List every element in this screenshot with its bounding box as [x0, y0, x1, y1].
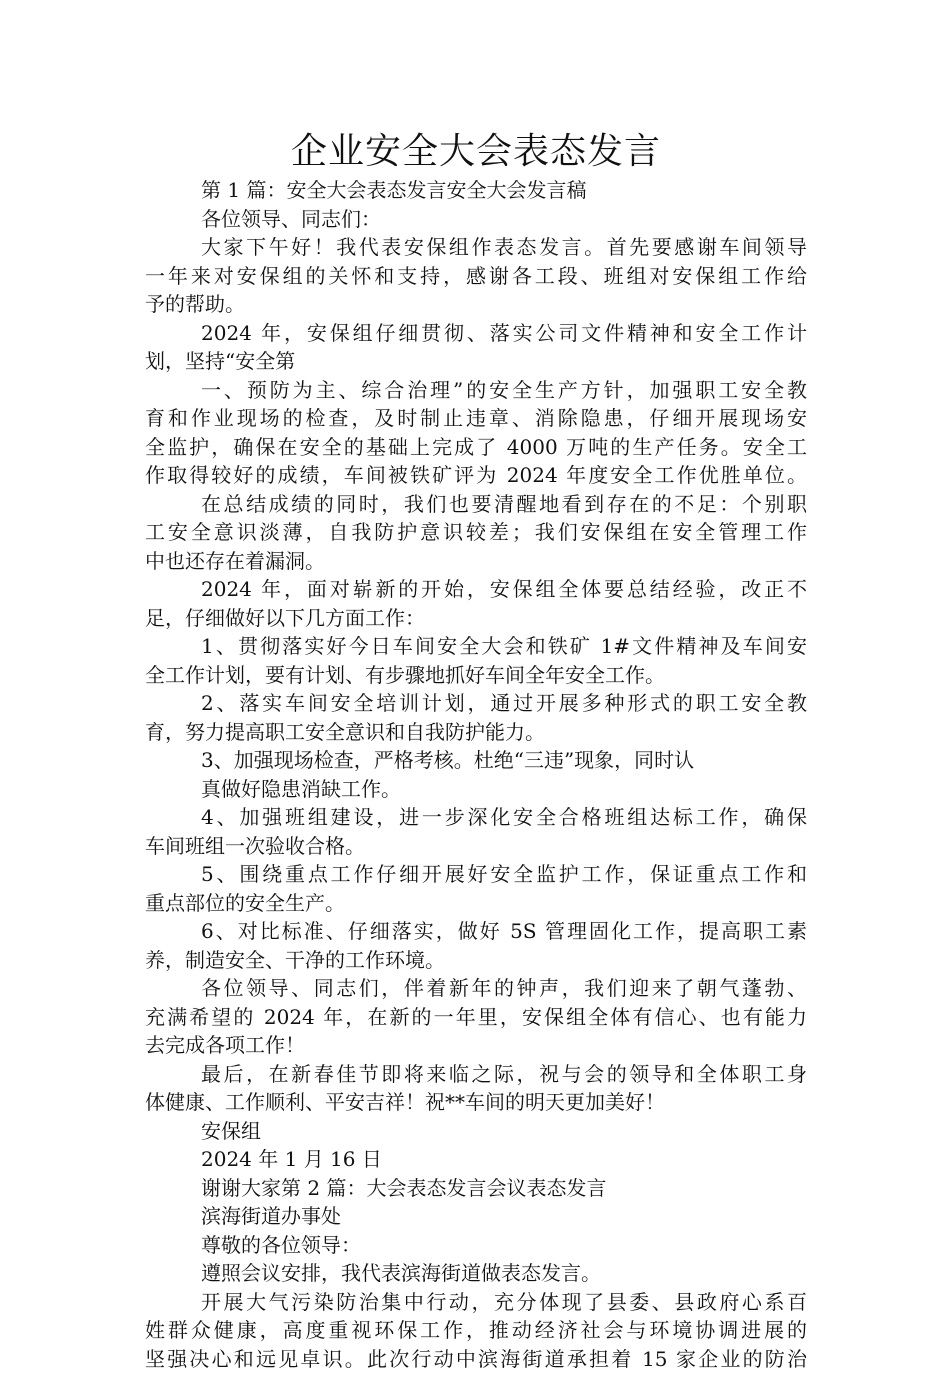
paragraph-line: 2024 年，面对崭新的开始，安保组全体要总结经验，改正不 — [145, 575, 807, 604]
signature-org: 安保组 — [145, 1117, 807, 1146]
paragraph-line: 一、预防为主、综合治理”的安全生产方针，加强职工安全教 — [145, 376, 807, 405]
list-item-line: 车间班组一次验收合格。 — [145, 832, 807, 861]
paragraph-line: 工安全意识淡薄，自我防护意识较差；我们安保组在安全管理工作 — [145, 518, 807, 547]
section-heading-1: 第 1 篇：安全大会表态发言安全大会发言稿 — [145, 176, 807, 205]
document-title: 企业安全大会表态发言 — [145, 128, 807, 176]
list-item-line: 2、落实车间安全培训计划，通过开展多种形式的职工安全教 — [145, 689, 807, 718]
salutation: 尊敬的各位领导： — [145, 1231, 807, 1260]
paragraph-line: 育和作业现场的检查，及时制止违章、消除隐患，仔细开展现场安 — [145, 404, 807, 433]
salutation: 各位领导、同志们： — [145, 205, 807, 234]
paragraph-line: 体健康、工作顺利、平安吉祥！祝**车间的明天更加美好！ — [145, 1088, 807, 1117]
list-item-line: 4、加强班组建设，进一步深化安全合格班组达标工作，确保 — [145, 803, 807, 832]
list-item-line: 全工作计划，要有计划、有步骤地抓好车间全年安全工作。 — [145, 661, 807, 690]
document-page — [145, 128, 807, 1373]
paragraph-line: 去完成各项工作！ — [145, 1031, 807, 1060]
list-item-line: 1、贯彻落实好今日车间安全大会和铁矿 1#文件精神及车间安 — [145, 632, 807, 661]
list-item-line: 重点部位的安全生产。 — [145, 889, 807, 918]
paragraph-line: 遵照会议安排，我代表滨海街道做表态发言。 — [145, 1259, 807, 1288]
paragraph-line: 在总结成绩的同时，我们也要清醒地看到存在的不足：个别职 — [145, 490, 807, 519]
paragraph-line: 充满希望的 2024 年，在新的一年里，安保组全体有信心、也有能力 — [145, 1003, 807, 1032]
paragraph-line: 足，仔细做好以下几方面工作： — [145, 604, 807, 633]
paragraph-line: 大家下午好！我代表安保组作表态发言。首先要感谢车间领导 — [145, 233, 807, 262]
paragraph-line: 一年来对安保组的关怀和支持，感谢各工段、班组对安保组工作给 — [145, 262, 807, 291]
list-item-line: 5、围绕重点工作仔细开展好安全监护工作，保证重点工作和 — [145, 860, 807, 889]
list-item-line: 养，制造安全、干净的工作环境。 — [145, 946, 807, 975]
list-item-line: 真做好隐患消缺工作。 — [145, 775, 807, 804]
speaker-org: 滨海街道办事处 — [145, 1202, 807, 1231]
list-item-line: 育，努力提高职工安全意识和自我防护能力。 — [145, 718, 807, 747]
paragraph-line: 坚强决心和远见卓识。此次行动中滨海街道承担着 15 家企业的防治 — [145, 1345, 807, 1373]
section-heading-2: 谢谢大家第 2 篇：大会表态发言会议表态发言 — [145, 1174, 807, 1203]
paragraph-line: 各位领导、同志们，伴着新年的钟声，我们迎来了朝气蓬勃、 — [145, 974, 807, 1003]
paragraph-line: 作取得较好的成绩，车间被铁矿评为 2024 年度安全工作优胜单位。 — [145, 461, 807, 490]
paragraph-line: 姓群众健康，高度重视环保工作，推动经济社会与环境协调进展的 — [145, 1316, 807, 1345]
list-item-line: 3、加强现场检查，严格考核。杜绝“三违”现象，同时认 — [145, 746, 807, 775]
list-item-line: 6、对比标准、仔细落实，做好 5S 管理固化工作，提高职工素 — [145, 917, 807, 946]
paragraph-line: 予的帮助。 — [145, 290, 807, 319]
paragraph-line: 中也还存在着漏洞。 — [145, 547, 807, 576]
signature-date: 2024 年 1 月 16 日 — [145, 1145, 807, 1174]
paragraph-line: 全监护，确保在安全的基础上完成了 4000 万吨的生产任务。安全工 — [145, 433, 807, 462]
paragraph-line: 开展大气污染防治集中行动，充分体现了县委、县政府心系百 — [145, 1288, 807, 1317]
paragraph-line: 最后，在新春佳节即将来临之际，祝与会的领导和全体职工身 — [145, 1060, 807, 1089]
paragraph-line: 2024 年，安保组仔细贯彻、落实公司文件精神和安全工作计 — [145, 319, 807, 348]
paragraph-line: 划，坚持“安全第 — [145, 347, 807, 376]
